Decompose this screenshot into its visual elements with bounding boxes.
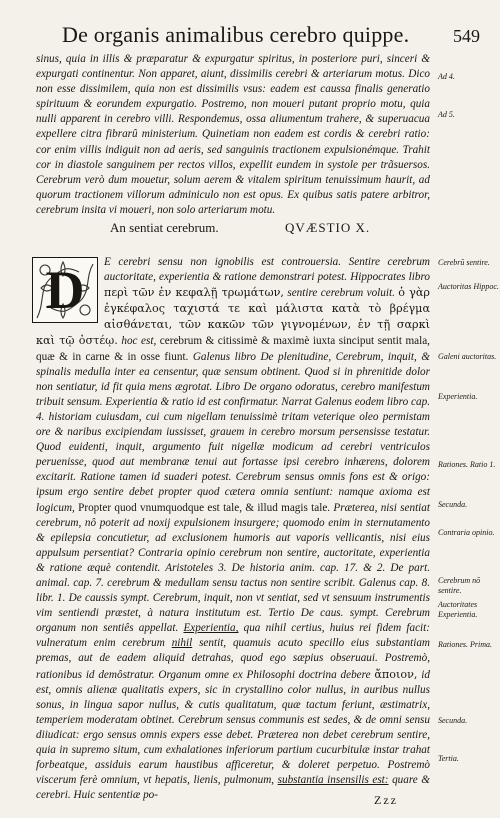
main-text-p5: Præterea, nisi sentiat cerebrum, nô poterit ad noxij expulsionem insurgere; quomodo enim in sternutamento & epilepsia concutietur, ad exclusionem humoris aut vaporis vellicantis, nisi eius appulsum persentiat? Contraria opinio cerebrum non sentire, auctoritate, experientia & ratione æquè contendit. Aristoteles 3. De historia anim. cap. 17. & 2. De part. animal. cap. 7. cerebrum & medullam sensu tactus non sentire scribit. Galenus cap. 8. libr. 1. De caussis sympt. Cerebrum, inquit, non vt sentiat, sed vt sensuum instrumentis vim sentiendi præstet, à natura institutum est. Tertio De caus. sympt. Cerebrum organum non sentiês appellat. <box>36 501 430 635</box>
margin-note: Rationes. Ratio 1. <box>438 460 496 469</box>
margin-note: Rationes. Prima. <box>438 640 492 649</box>
main-text-p1: E cerebri sensu non ignobilis est controuersia. Sentire cerebrum auctoritate, experientia & ratione demonstrari potest. Hippocrates libro <box>104 256 430 284</box>
main-text-p8: id est, omnis alienæ qualitatis expers, sic in crystallino color nullus, in auribus nullus sonus, in lingua sapor nullus, & cutis qualitatum, quæ tactum feriunt, æstimatrix, temperiem moderatam obtinet. Cerebrum sensus communis est sedes, & de omni sensu diiudicat: ergo sensus omnis expers esse debet. Præterea non debet cerebrum sentire, quia in supremo situm, cum exhalationes inferiorum partium cucurbitulæ instar trahat forbeatque, assiduis earum haustibus afficeretur, & doleret perpetuo. Postremò viscerum ferè omnium, vt hepatis, lienis, pulmonum, <box>36 668 431 787</box>
drop-cap-letter: D <box>45 260 85 320</box>
question-heading <box>0 220 500 238</box>
margin-note: Contraria opinio. <box>438 528 495 537</box>
top-paragraph-block <box>36 52 430 218</box>
greek-title: περὶ τῶν ἐν κεφαλῇ τρωμάτων, <box>104 286 284 300</box>
running-head: De organis animalibus cerebro quippe. <box>62 22 410 47</box>
greek-apoion: ἄποιον, <box>374 667 418 681</box>
greek-quote: ὁ γὰρ ἐγκέφαλος ταχιστά τε καὶ μάλιστα κατὰ τὸ βρέγμα αἰσθάνεται, τῶν κακῶν τῶν γιγνομένων, ἐν τῇ σαρκὶ καὶ τῷ ὀστέῳ. <box>36 286 430 348</box>
margin-note: Cerebrum nõ sentire. <box>438 576 481 595</box>
logical-axiom: Propter quod vnumquodque est tale, & illud magis tale. <box>78 501 331 514</box>
margin-note: Experientia. <box>438 610 478 619</box>
page-number: 549 <box>453 26 480 46</box>
main-text-p3: hoc est, <box>117 335 160 348</box>
margin-note: Experientia. <box>438 392 478 401</box>
margin-note: Ad 4. <box>438 72 455 81</box>
margin-note: Ad 5. <box>438 110 455 119</box>
margin-note: Auctoritates <box>438 600 478 609</box>
main-text-p9: quare & cerebri. Huic sententiæ po- <box>36 774 430 802</box>
top-paragraph: sinus, quia in illis & præparatur & expurgatur spiritus, in posteriore puri, sinceri & expurgati continentur. Non apparet, aiunt, dissimilis cerebri & arteriarum motus. Dico non esse dissimilem, quia non est dissimilis vsus: eadem est caussa finalis generatio spirituum & eorundem expurgatio. Postremo, non moueri putant proprio motu, quia nulli apparent in cerebro villi. Respondemus, ossa aliumentum trahere, & superuacua expellere citra fibrarû ministerium. Quinetiam non eadem est cordis & cerebri ratio: cor enim villis indiguit non ad aeris, sed sanguinis tractionem expulsionémque. Trahit cor in diastole sanguinem per rectos villos, expellit eundem in systole per trãsuersos. Cerebrum verò dum mouetur, solum aerem & vitalem spiritum tenuissimum haurit, ad quorum tractionem villorum adminiculo non est opus. Ex quibus satis patere arbitror, cerebrum insita vi moueri, non solo arteriarum motu. <box>36 53 430 216</box>
underlined-substantia: substantia insensilis est: <box>277 774 389 787</box>
margin-note: Tertia. <box>438 754 459 763</box>
main-text-p4: Galenus libro De plenitudine, Cerebrum, inquit, & spinalis medulla inter ea censentur, quæ sensum obtinent. Quod si in phrenitide dolor non sentiatur, id fit quia mens ægrotat. Libro De organo odoratus, cerebro manifestum tribuit sensum. Experientia & ratio id est confirmatur. Narrat Galenus eodem libro cap. 4. historiam cuiusdam, cui cum nigellam tenuissimè tritam veterique oleo permistam ore & naribus excipiendam iussisset, grauem in cerebro morsum persensisse testatur. Quod euidenti, inquit, argumento fuit nigellæ modicum ad cerebri ventriculos peruenisse, quod aut membranæ tenui aut fortasse ipsi cerebro inhærens, dolorem excitarit. Ratione tamen id suaderi potest. Cerebrum sensus omnis fons est & origo: ipsum ergo sentire debet propter quod cætera omnia sentiunt: namque axioma est logicum, <box>36 350 430 514</box>
main-text-block <box>36 255 430 803</box>
margin-note: Secunda. <box>438 500 468 509</box>
catchword: Zzz <box>374 793 398 807</box>
underlined-experientia: Experientia, <box>183 622 239 635</box>
question-body <box>36 255 430 803</box>
main-text-p7: sentit, quamuis acuto specillo eius substantiam premas, aut de eadem aliquid detrahas, quod ego sæpius obseruaui. Postremò, rationibus id demôstratur. Organum omne ex Philosophi doctrina debere <box>36 637 430 681</box>
latin-translation: cerebrum & citissimè & maximè iuxta sinciput sentit mala, quæ & in carne & in osse fiunt. <box>36 335 430 363</box>
main-text-p2: sentire cerebrum voluit. <box>283 287 399 300</box>
margin-note: Auctoritas Hippoc. <box>438 282 499 291</box>
question-number: QVÆSTIO X. <box>285 220 371 235</box>
underlined-nihil: nihil <box>171 637 193 650</box>
question-title: An sentiat cerebrum. <box>110 220 219 235</box>
margin-note: Galeni auctoritas. <box>438 352 497 361</box>
margin-note: Secunda. <box>438 716 468 725</box>
margin-note: Cerebrũ sentire. <box>438 258 490 267</box>
main-text-p6: qua nihil certius, huius rei fidem facit: vulneratum enim cerebrum <box>36 622 430 650</box>
ornamental-initial <box>32 257 98 323</box>
